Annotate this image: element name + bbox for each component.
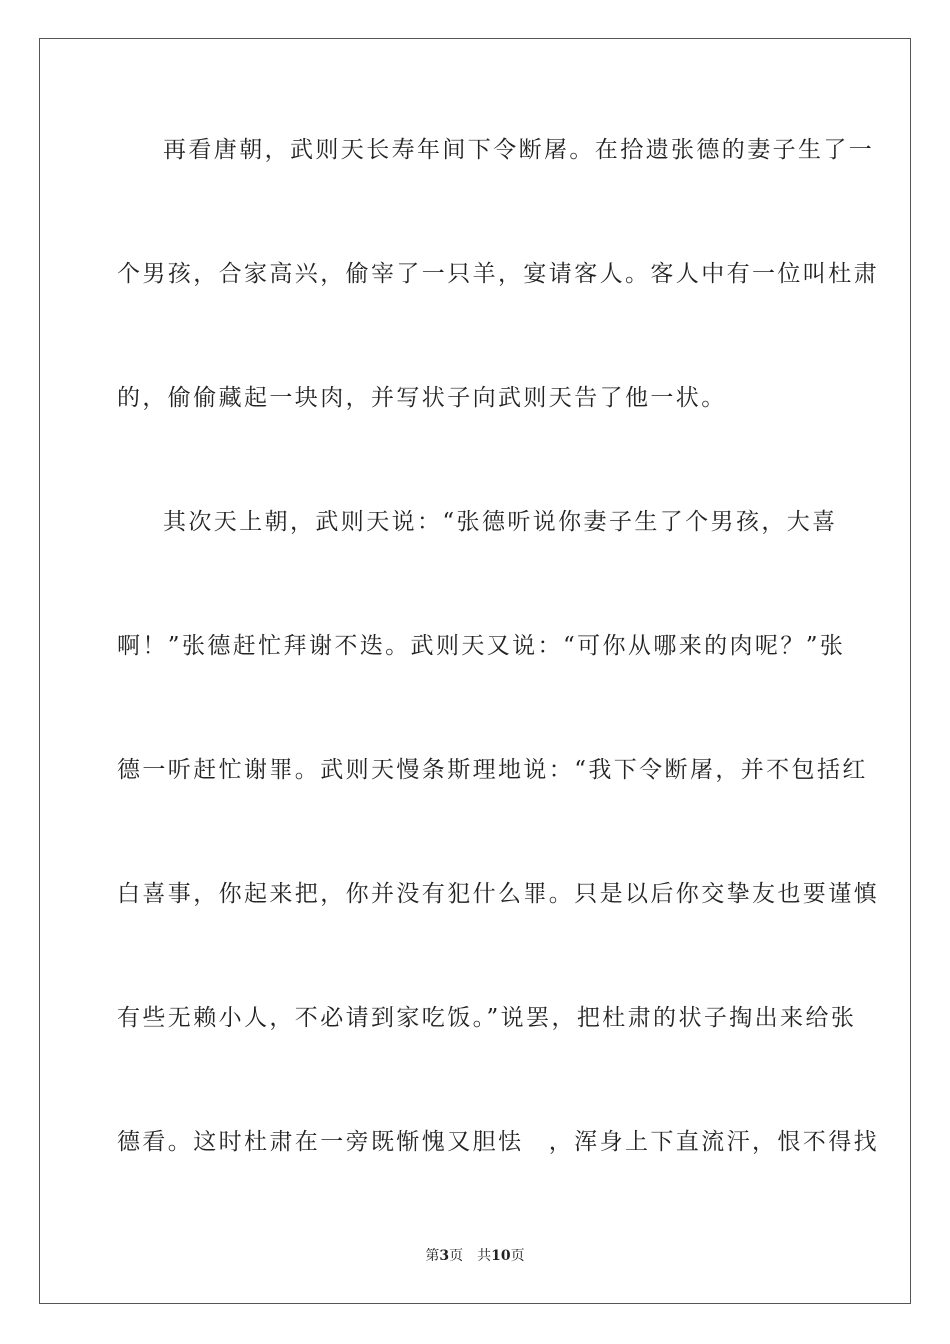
- page-footer: [0, 1246, 950, 1266]
- paragraph-1-line-1: 再看唐朝，武则天长寿年间下令断屠。在拾遗张德的妻子生了一: [163, 137, 875, 163]
- footer-total-prefix: 共: [477, 1248, 492, 1264]
- paragraph-2-line-6: 德看。这时杜肃在一旁既惭愧又胆怯 ，浑身上下直流汗，恨不得找: [117, 1129, 879, 1155]
- paragraph-1-line-3: 的，偷偷藏起一块肉，并写状子向武则天告了他一状。: [117, 385, 727, 411]
- footer-page-prefix: 第: [425, 1248, 440, 1264]
- footer-total-suffix: 页: [510, 1248, 525, 1264]
- paragraph-2-line-3: 德一听赶忙谢罪。武则天慢条斯理地说：“我下令断屠，并不包括红: [117, 757, 868, 783]
- page-border: [39, 38, 911, 1304]
- footer-page-suffix: 页: [449, 1248, 464, 1264]
- paragraph-1-line-2: 个男孩，合家高兴，偷宰了一只羊，宴请客人。客人中有一位叫杜肃: [117, 261, 879, 287]
- paragraph-2-line-2: 啊！”张德赶忙拜谢不迭。武则天又说：“可你从哪来的肉呢？”张: [117, 633, 846, 659]
- paragraph-2-line-4: 白喜事，你起来把，你并没有犯什么罪。只是以后你交挚友也要谨慎: [117, 881, 879, 907]
- paragraph-2-line-5: 有些无赖小人，不必请到家吃饭。”说罢，把杜肃的状子掏出来给张: [117, 1005, 857, 1031]
- paragraph-2-line-1: 其次天上朝，武则天说：“张德听说你妻子生了个男孩，大喜: [163, 509, 838, 535]
- footer-page-number: 3: [439, 1248, 450, 1264]
- footer-total-pages: 10: [491, 1248, 511, 1264]
